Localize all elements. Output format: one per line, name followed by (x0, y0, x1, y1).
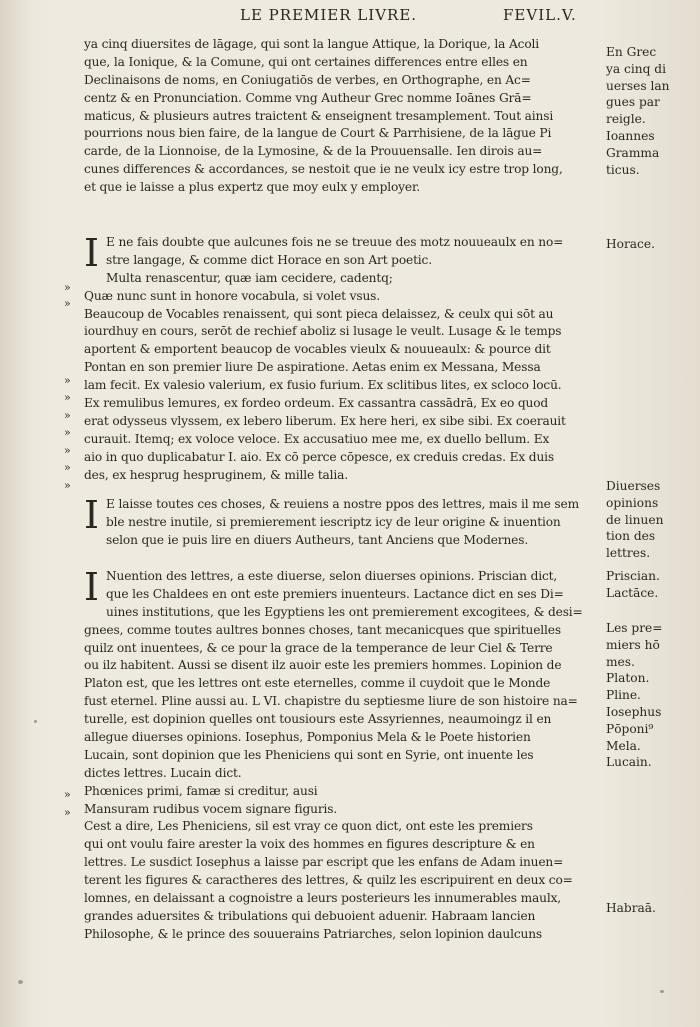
margin-line: Horace. (606, 237, 655, 251)
text-line: carde, de la Lionnoise, de la Lymosine, & de la Prouuensalle. Ien dirois au= (84, 144, 543, 159)
margin-line: ticus. (606, 162, 640, 177)
margin-line: Habraā. (606, 901, 656, 915)
quote-mark: » (64, 806, 71, 819)
text-line: dictes lettres. Lucain dict. (84, 765, 242, 780)
text-line: lettres. Le susdict Iosephus a laisse par escript que les enfans de Adam inuen= (84, 855, 564, 870)
margin-line: Priscian. (606, 569, 660, 583)
folio-number: FEVIL.V. (503, 6, 577, 24)
margin-line: Iosephus (606, 704, 662, 719)
text-line: lam fecit. Ex valesio valerium, ex fusio furium. Ex sclitibus lites, ex scloco locū. (84, 378, 562, 393)
text-line: pourrions nous bien faire, de la langue de Court & Parrhisiene, de la lāgue Pi (84, 126, 552, 141)
margin-line: Pōponi⁹ (606, 721, 654, 736)
margin-note-horace (606, 236, 698, 253)
text-line: maticus, & plusieurs autres traictent & enseignent tresamplement. Tout ainsi (84, 108, 554, 123)
text-line: terent les figures & caractheres des lettres, & quilz les escripuirent en deux co= (84, 873, 573, 888)
quote-mark: » (64, 281, 71, 294)
latin-quote-line: Phœnices primi, famæ si creditur, ausi (84, 783, 318, 798)
text-line: qui ont voulu faire arester la voix des hommes en figures descripture & en (84, 837, 535, 852)
margin-line: Pline. (606, 688, 641, 703)
text-line: Pontan en son premier liure De aspiratione. Aetas enim ex Messana, Messa (84, 360, 541, 375)
text-line: E laisse toutes ces choses, & reuiens a nostre ppos des lettres, mais il me sem (106, 497, 579, 511)
text-line: erat odysseus vlyssem, ex lebero liberum. Ex here heri, ex sibe sibi. Ex coerauit (84, 413, 566, 428)
quote-mark: » (64, 444, 71, 457)
margin-note-habraam (606, 900, 698, 917)
margin-line: tion des (606, 529, 656, 544)
paragraph-1 (84, 36, 600, 197)
quote-mark: » (64, 479, 71, 492)
text-line: Cest a dire, Les Pheniciens, sil est vray ce quon dict, ont este les premiers (84, 819, 533, 834)
text-line: Philosophe, & le prince des souuerains Patriarches, selon lopinion daulcuns (84, 926, 543, 941)
margin-line: de linuen (606, 512, 664, 527)
margin-line: Les pre= (606, 621, 663, 635)
text-line: grandes aduersites & tribulations qui debuoient aduenir. Habraam lancien (84, 908, 536, 923)
paragraph-2 (84, 231, 600, 484)
text-line: aportent & emportent beaucop de vocables vieulx & nouueaulx: & pource dit (84, 342, 551, 357)
text-line: allegue diuerses opinions. Iosephus, Pomponius Mela & le Poete historien (84, 730, 531, 745)
margin-note-authors (606, 620, 698, 771)
quote-mark: » (64, 391, 71, 404)
margin-line: mes. (606, 654, 635, 669)
text-line: ou ilz habitent. Aussi se disent ilz auoir este les premiers hommes. Lopinion de (84, 658, 562, 673)
text-line: gnees, comme toutes aultres bonnes choses, tant mecanicques que spirituelles (84, 622, 561, 637)
text-line: stre langage, & comme dict Horace en son Art poetic. (106, 252, 432, 267)
text-line: uines institutions, que les Egyptiens les ont premierement excogitees, & desi= (106, 604, 583, 619)
foxing-spot (34, 720, 37, 723)
quote-mark: » (64, 409, 71, 422)
text-line: centz & en Pronunciation. Comme vng Autheur Grec nomme Ioānes Grā= (84, 90, 532, 105)
text-line: cunes differences & accordances, se nestoit que ie ne veulx icy estre trop long, (84, 162, 563, 177)
margin-line: Gramma (606, 145, 660, 160)
margin-note-priscian (606, 568, 698, 602)
bleed-through (86, 482, 606, 492)
text-line: des, ex hesprug hespruginem, & mille talia. (84, 467, 349, 482)
margin-line: uerses lan (606, 78, 670, 93)
margin-line: Diuerses (606, 479, 661, 493)
text-line: que les Chaldees en ont este premiers inuenteurs. Lactance dict en ses Di= (106, 586, 564, 601)
text-line: et que ie laisse a plus expertz que moy eulx y employer. (84, 180, 421, 195)
margin-line: En Grec (606, 45, 657, 59)
text-line: E ne fais doubte que aulcunes fois ne se treuue des motz nouueaulx en no= (106, 235, 564, 249)
margin-line: Platon. (606, 671, 650, 686)
margin-line: gues par (606, 95, 660, 110)
paragraph-3 (84, 493, 600, 550)
running-title: LE PREMIER LIVRE. (240, 6, 418, 24)
text-line: turelle, est dopinion quelles ont tousiours este Assyriennes, neaumoingz il en (84, 712, 552, 727)
text-line: Declinaisons de noms, en Coniugatiōs de verbes, en Orthographe, en Ac= (84, 72, 531, 87)
quote-mark: » (64, 297, 71, 310)
text-line: fust eternel. Pline aussi au. L VI. chapistre du septiesme liure de son histoire na= (84, 694, 578, 709)
margin-note-greek (606, 44, 698, 178)
margin-line: Lactāce. (606, 585, 659, 600)
margin-line: miers hō (606, 637, 660, 652)
drop-cap: I (84, 565, 99, 609)
margin-line: Mela. (606, 738, 641, 753)
margin-note-opinions (606, 478, 698, 562)
text-line: Ex remulibus lemures, ex fordeo ordeum. Ex cassantra cassādrā, Ex eo quod (84, 396, 549, 411)
foxing-spot (660, 990, 664, 993)
bleed-through (86, 556, 606, 566)
text-line: curauit. Itemq; ex voloce veloce. Ex accusatiuo mee me, ex duello bellum. Ex (84, 431, 550, 446)
margin-line: opinions (606, 495, 659, 510)
text-line: selon que ie puis lire en diuers Autheurs, tant Anciens que Modernes. (106, 532, 529, 547)
text-line: Lucain, sont dopinion que les Pheniciens qui sont en Syrie, ont inuente les (84, 747, 534, 762)
text-line: Platon est, que les lettres ont este eternelles, comme il cuydoit que le Monde (84, 676, 551, 691)
quote-mark: » (64, 788, 71, 801)
paragraph-4 (84, 565, 600, 944)
drop-cap: I (84, 231, 99, 275)
text-line: que, la Ionique, & la Comune, qui ont certaines differences entre elles en (84, 54, 528, 69)
quote-mark: » (64, 374, 71, 387)
text-line: aio in quo duplicabatur I. aio. Ex cō perce cōpesce, ex creduis credas. Ex duis (84, 449, 554, 464)
margin-line: Ioannes (606, 128, 655, 143)
text-line: iourdhuy en cours, serōt de rechief aboliz si lusage le veult. Lusage & le temps (84, 324, 562, 339)
text-line: Beaucoup de Vocables renaissent, qui sont pieca delaissez, & ceulx qui sōt au (84, 306, 554, 321)
text-line: lomnes, en delaissant a cognoistre a leurs posterieurs les innumerables maulx, (84, 891, 562, 906)
running-header (0, 6, 700, 28)
quote-mark: » (64, 461, 71, 474)
text-line: Nuention des lettres, a este diuerse, selon diuerses opinions. Priscian dict, (106, 569, 558, 583)
latin-quote-line: Multa renascentur, quæ iam cecidere, cadentq; (106, 270, 393, 285)
latin-quote-line: Quæ nunc sunt in honore vocabula, si volet vsus. (84, 288, 380, 303)
margin-line: Lucain. (606, 755, 652, 770)
quote-mark: » (64, 426, 71, 439)
drop-cap: I (84, 493, 99, 537)
margin-line: lettres. (606, 546, 651, 561)
text-line: quilz ont inuentees, & ce pour la grace de la temperance de leur Ciel & Terre (84, 640, 553, 655)
text-line: ble nestre inutile, si premierement iescriptz icy de leur origine & inuention (106, 514, 561, 529)
text-line: ya cinq diuersites de lāgage, qui sont la langue Attique, la Dorique, la Acoli (84, 37, 540, 51)
margin-line: reigle. (606, 112, 646, 127)
latin-quote-line: Mansuram rudibus vocem signare figuris. (84, 801, 338, 816)
foxing-spot (18, 980, 23, 984)
margin-line: ya cinq di (606, 61, 666, 76)
